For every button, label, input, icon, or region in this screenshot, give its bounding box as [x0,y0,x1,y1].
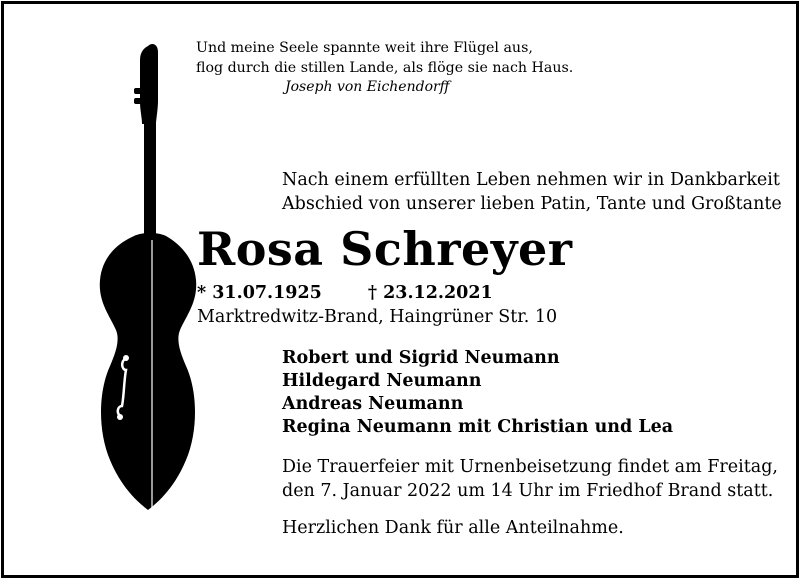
intro-line: Abschied von unserer lieben Patin, Tante und Großtante [282,194,782,214]
service-info [282,455,778,503]
birth-date: * 31.07.1925 [197,283,322,303]
poem [196,38,573,78]
mourner: Regina Neumann mit Christian und Lea [282,417,674,437]
mourner: Robert und Sigrid Neumann [282,348,560,368]
mourners-list [282,347,673,439]
address: Marktredwitz-Brand, Haingrüner Str. 10 [197,307,558,327]
death-date: † 23.12.2021 [367,283,493,303]
violin-icon [90,40,200,560]
service-line: Die Trauerfeier mit Urnenbeisetzung findet am Freitag, [282,457,778,477]
service-line: den 7. Januar 2022 um 14 Uhr im Friedhof Brand statt. [282,481,774,501]
mourner: Andreas Neumann [282,394,464,414]
life-dates [197,283,493,303]
poem-line: Und meine Seele spannte weit ihre Flügel aus, [196,40,533,56]
poem-author: Joseph von Eichendorff [285,79,450,95]
poem-line: flog durch die stillen Lande, als flöge sie nach Haus. [196,60,574,76]
deceased-name: Rosa Schreyer [197,222,573,276]
intro-line: Nach einem erfüllten Leben nehmen wir in Dankbarkeit [282,170,780,190]
thanks-note: Herzlichen Dank für alle Anteilnahme. [282,518,624,538]
mourner: Hildegard Neumann [282,371,482,391]
intro-text [282,168,782,216]
